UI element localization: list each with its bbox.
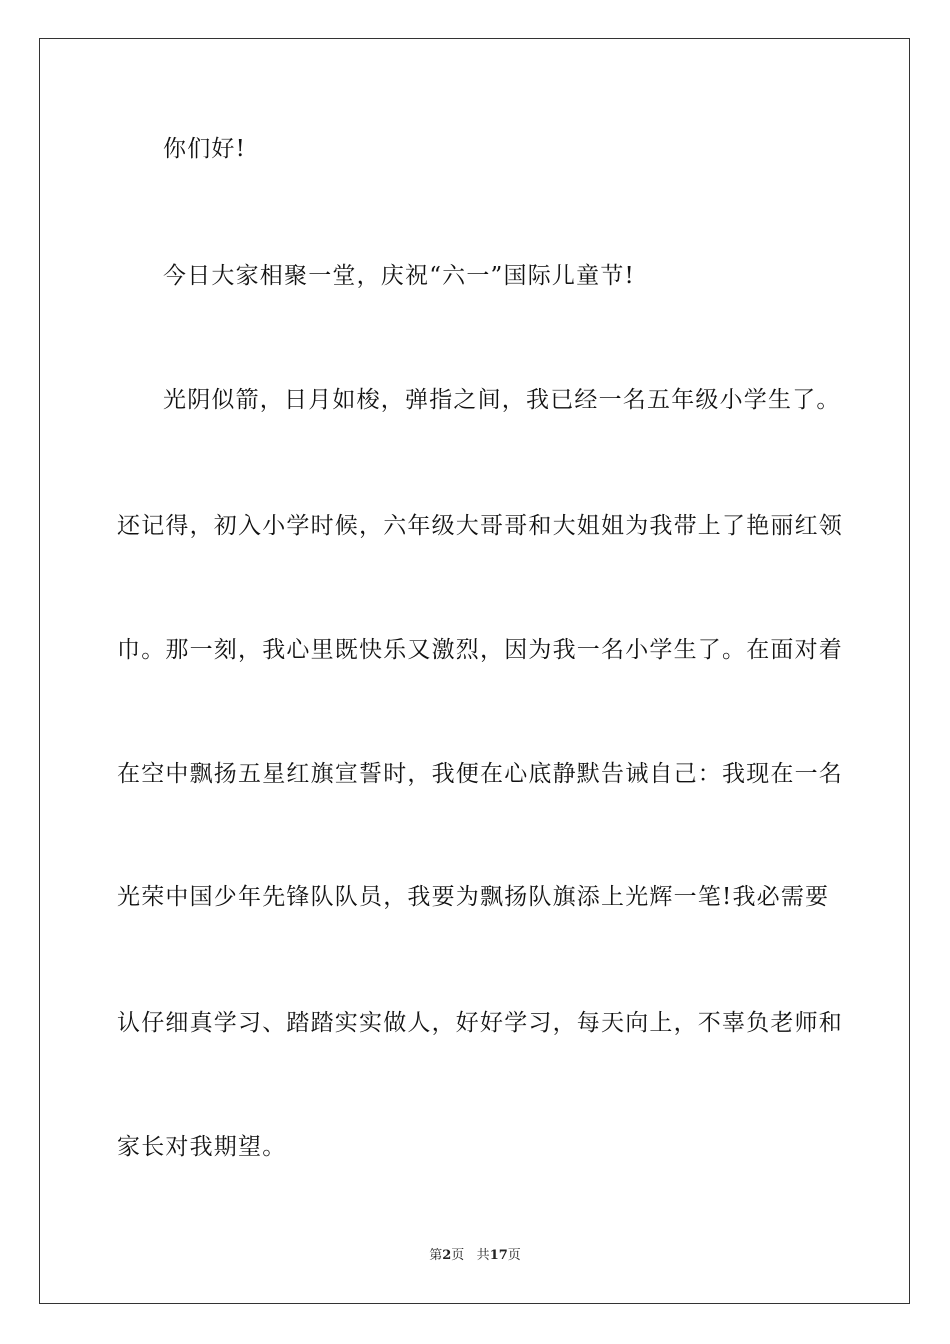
footer-page-suffix: 页 [451,1248,465,1263]
paragraph-line: 在空中飘扬五星红旗宣誓时，我便在心底静默告诫自己：我现在一名 [117,761,843,787]
page-border [39,38,910,1304]
footer-total-prefix: 共 [476,1248,490,1263]
paragraph-line: 家长对我期望。 [117,1134,287,1160]
paragraph-line: 巾。那一刻，我心里既快乐又激烈，因为我一名小学生了。在面对着 [117,637,843,663]
paragraph-line: 光阴似箭，日月如梭，弹指之间，我已经一名五年级小学生了。 [163,387,841,413]
footer-total-pages: 17 [489,1248,508,1263]
footer-page-prefix: 第 [429,1248,443,1263]
paragraph-line: 今日大家相聚一堂，庆祝“六一”国际儿童节! [163,263,635,289]
page-footer [0,1247,950,1265]
paragraph-line: 还记得，初入小学时候，六年级大哥哥和大姐姐为我带上了艳丽红领 [117,513,843,539]
footer-total-suffix: 页 [507,1248,521,1263]
paragraph-line: 认仔细真学习、踏踏实实做人，好好学习，每天向上，不辜负老师和 [117,1010,843,1036]
paragraph-line: 光荣中国少年先锋队队员，我要为飘扬队旗添上光辉一笔!我必需要 [117,884,830,910]
footer-page-number: 2 [442,1248,452,1263]
greeting-line: 你们好! [163,136,247,162]
